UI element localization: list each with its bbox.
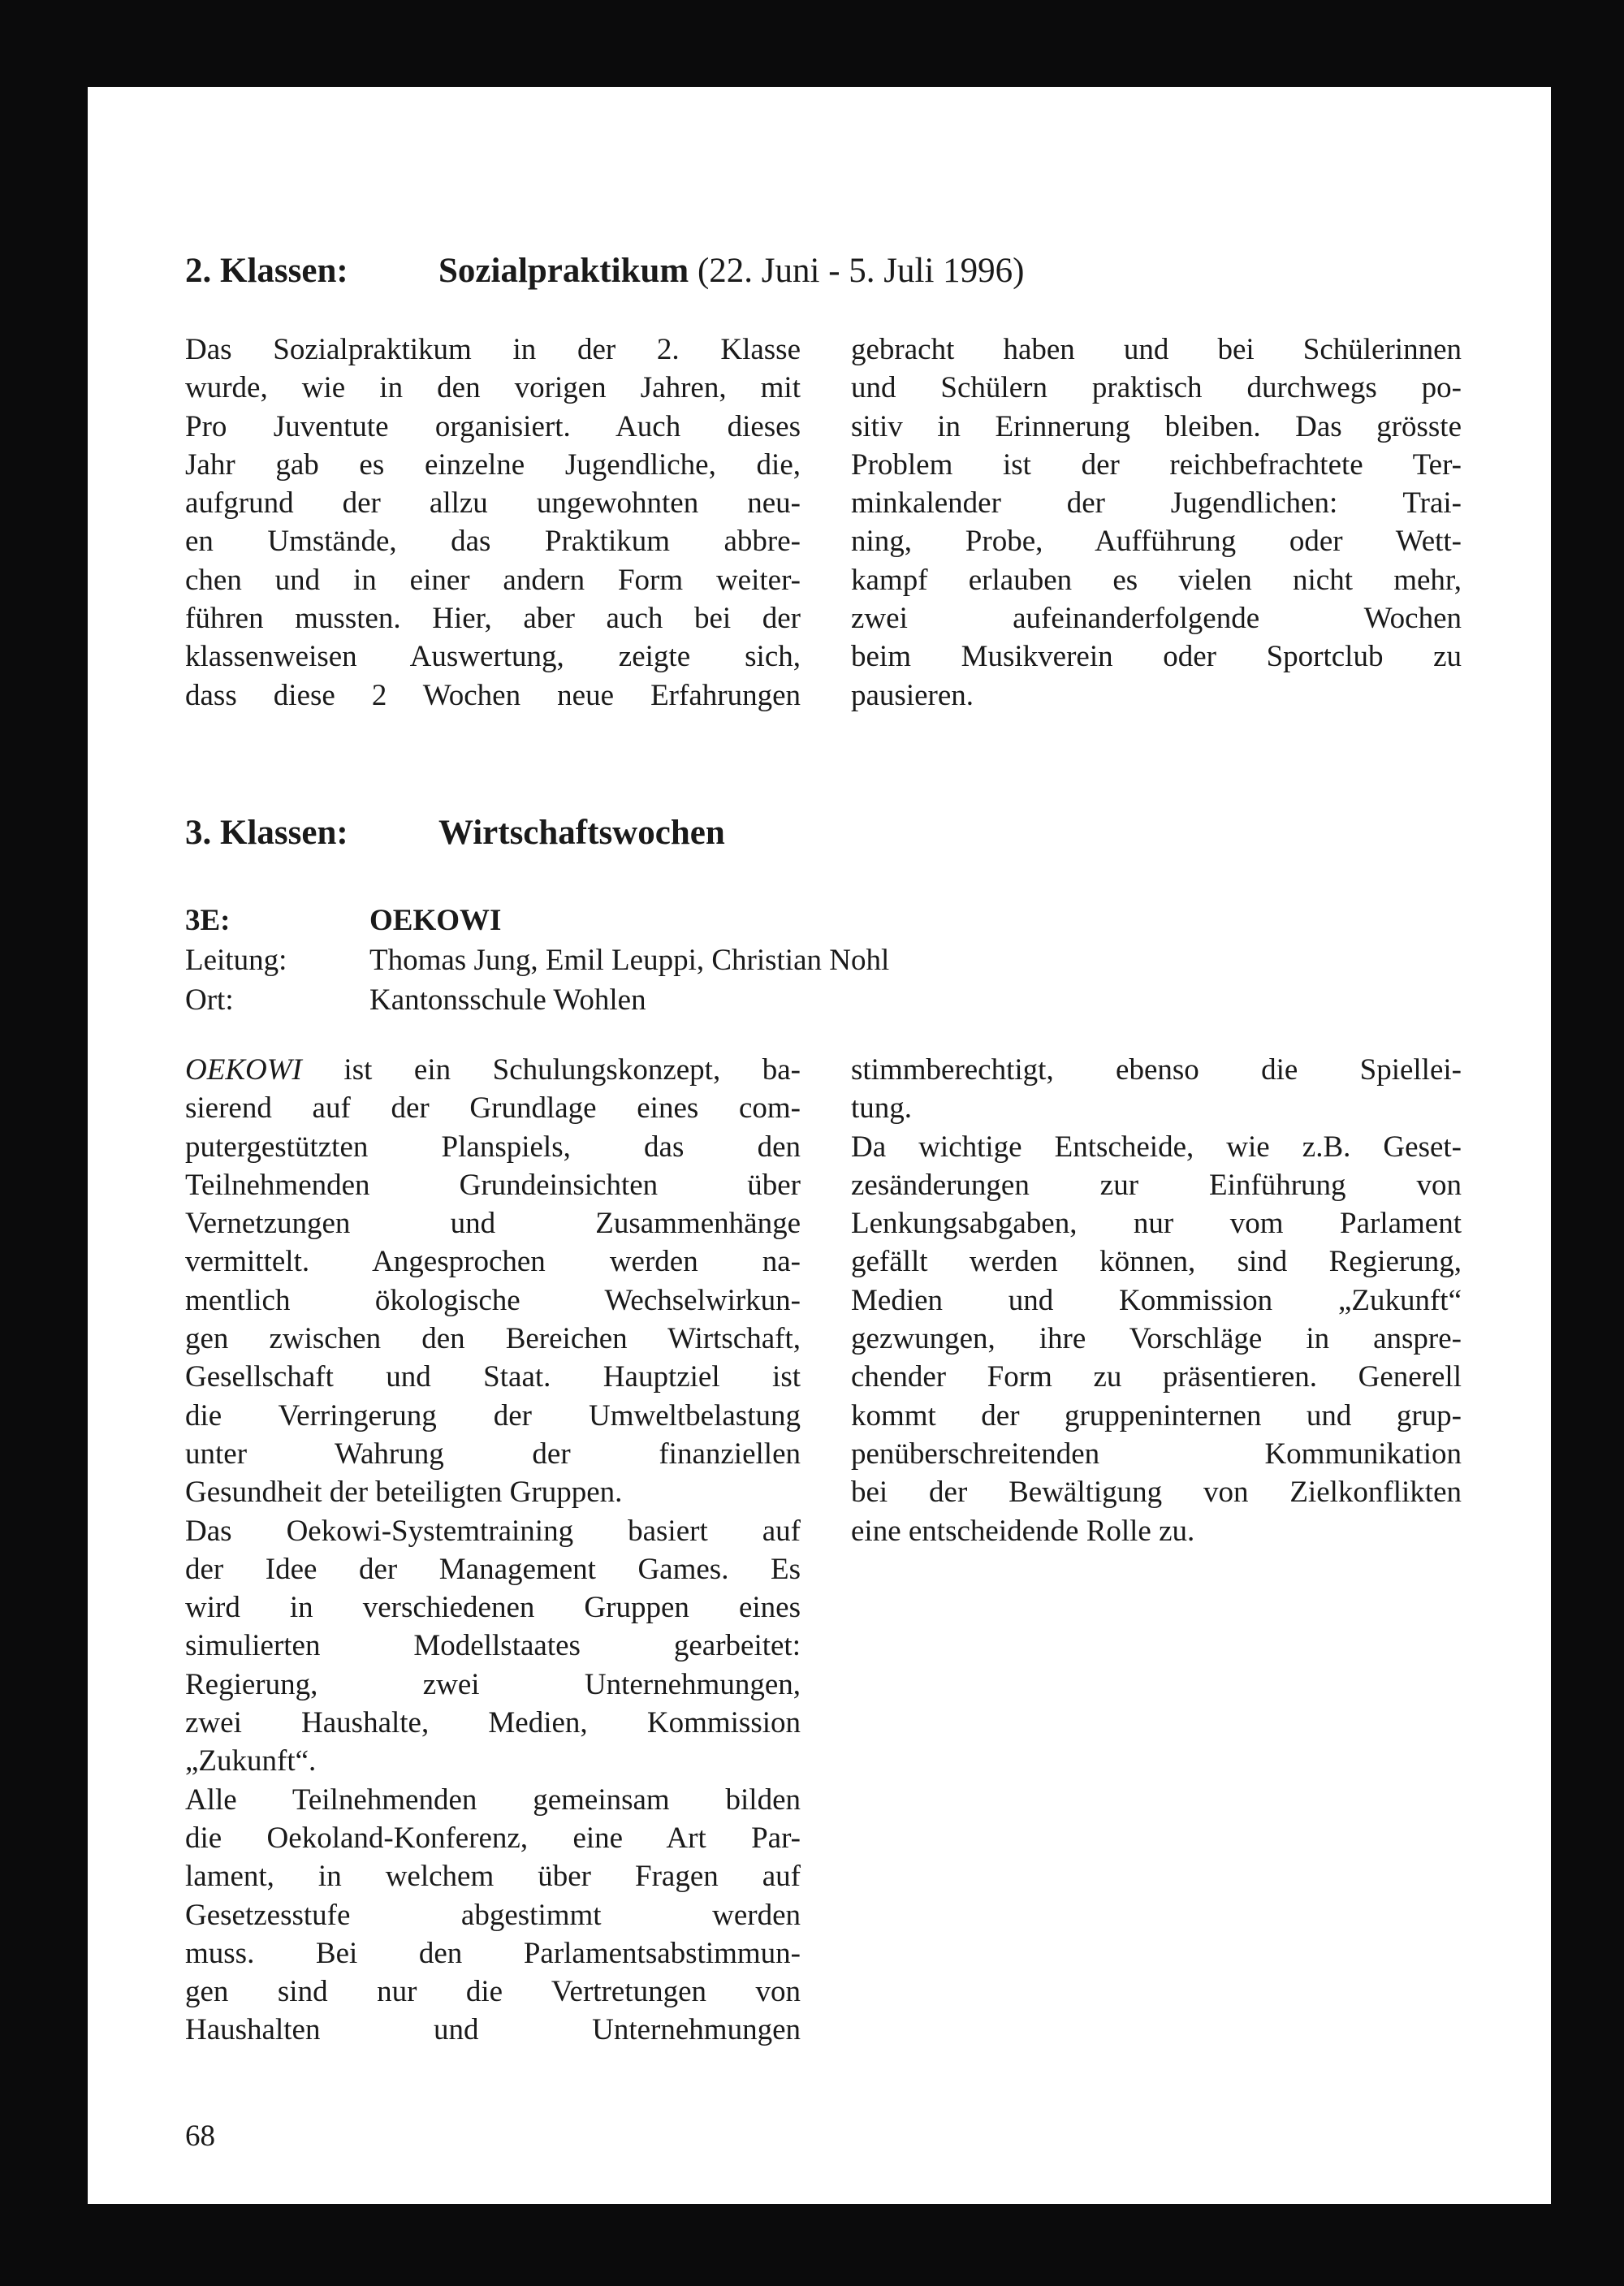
section-2-dates: (22. Juni - 5. Juli 1996) [697,252,1025,290]
section-3-heading [185,815,1484,852]
text-line: bei der Bewältigung von Zielkonflikten [851,1476,1462,1510]
class-value: OEKOWI [369,904,502,937]
text-line: stimmberechtigt, ebenso die Spiellei- [851,1053,1462,1087]
text-line: Jahr gab es einzelne Jugendliche, die, [185,447,801,482]
text-line: unter Wahrung der finanziellen [185,1437,801,1471]
lead-key: Leitung: [185,944,287,977]
text-line: simulierten Modellstaates gearbeitet: [185,1629,801,1663]
text-line: Das Sozialpraktikum in der 2. Klasse [185,333,801,366]
text-line: kommt der gruppeninternen und grup- [851,1398,1462,1433]
section-2-label: 2. Klassen: [185,252,348,290]
section-3-label: 3. Klassen: [185,814,348,852]
text-line: muss. Bei den Parlamentsabstimmun- [185,1936,801,1970]
class-key: 3E: [185,904,231,937]
text-line: zwei Haushalte, Medien, Kommission [185,1706,801,1740]
text-line: Lenkungsabgaben, nur vom Parlament [851,1207,1462,1241]
text-line: OEKOWI ist ein Schulungskonzept, ba- [185,1053,801,1087]
text-line: Medien und Kommission „Zukunft“ [851,1283,1462,1317]
section-3-right-column [851,1051,1462,1550]
page-number: 68 [185,2120,215,2153]
text-line: tung. [851,1091,913,1126]
text-line: gebracht haben und bei Schülerinnen [851,333,1462,366]
text-line: penüberschreitenden Kommunikation [851,1437,1462,1471]
section-2-heading [185,253,1484,290]
text-line: die Oekoland-Konferenz, eine Art Par- [185,1821,801,1855]
text-line: putergestützten Planspiels, das den [185,1130,801,1164]
text-line: Da wichtige Entscheide, wie z.B. Geset- [851,1130,1462,1164]
text-line: sitiv in Erinnerung bleiben. Das grösste [851,409,1462,443]
text-line: beim Musikverein oder Sportclub zu [851,640,1462,674]
text-line: „Zukunft“. [185,1744,317,1778]
text-line: minkalender der Jugendlichen: Trai- [851,486,1462,521]
text-line: aufgrund der allzu ungewohnten neu- [185,486,801,521]
section-2-left-column [185,331,801,715]
text-line: Gesundheit der beteiligten Gruppen. [185,1476,623,1510]
text-line: Haushalten und Unternehmungen [185,2013,801,2047]
text-line: Problem ist der reichbefrachtete Ter- [851,447,1462,482]
lead-value: Thomas Jung, Emil Leuppi, Christian Nohl [369,944,890,977]
text-line: Das Oekowi-Systemtraining basiert auf [185,1514,801,1548]
text-line: vermittelt. Angesprochen werden na- [185,1245,801,1279]
text-line: pausieren. [851,678,974,712]
text-line: chender Form zu präsentieren. Generell [851,1360,1462,1394]
text-line: Vernetzungen und Zusammenhänge [185,1207,801,1241]
text-line: zesänderungen zur Einführung von [851,1168,1462,1202]
text-line: sierend auf der Grundlage eines com- [185,1091,801,1126]
text-line: lament, in welchem über Fragen auf [185,1860,801,1894]
text-line: wurde, wie in den vorigen Jahren, mit [185,371,801,405]
text-line: mentlich ökologische Wechselwirkun- [185,1283,801,1317]
text-line: der Idee der Management Games. Es [185,1552,801,1586]
text-line: kampf erlauben es vielen nicht mehr, [851,563,1462,597]
text-line: klassenweisen Auswertung, zeigte sich, [185,640,801,674]
section-3-left-column [185,1051,801,2050]
text-line: gefällt werden können, sind Regierung, [851,1245,1462,1279]
text-line: ning, Probe, Aufführung oder Wett- [851,525,1462,559]
oekowi-italic: OEKOWI [185,1053,302,1087]
text-line: Gesellschaft und Staat. Hauptziel ist [185,1360,801,1394]
text-line: zwei aufeinanderfolgende Wochen [851,602,1462,636]
section-3-title: Wirtschaftswochen [438,814,725,852]
text-line: eine entscheidende Rolle zu. [851,1514,1195,1548]
text-line: wird in verschiedenen Gruppen eines [185,1591,801,1625]
text-line: gen zwischen den Bereichen Wirtschaft, [185,1322,801,1356]
text-line: gezwungen, ihre Vorschläge in anspre- [851,1322,1462,1356]
text-line: Gesetzesstufe abgestimmt werden [185,1898,801,1932]
text-line: Regierung, zwei Unternehmungen, [185,1667,801,1701]
text-line: Pro Juventute organisiert. Auch dieses [185,409,801,443]
text-line: en Umstände, das Praktikum abbre- [185,525,801,559]
text-line: gen sind nur die Vertretungen von [185,1975,801,2009]
place-value: Kantonsschule Wohlen [369,983,646,1017]
text-line: die Verringerung der Umweltbelastung [185,1398,801,1433]
text-line: und Schülern praktisch durchwegs po- [851,371,1462,405]
section-2-title-line [438,253,1025,288]
place-key: Ort: [185,983,234,1017]
section-2-title: Sozialpraktikum [438,252,689,290]
document-page [88,87,1551,2204]
section-2-right-column [851,331,1462,715]
text-line: dass diese 2 Wochen neue Erfahrungen [185,678,801,712]
text-line: Teilnehmenden Grundeinsichten über [185,1168,801,1202]
text-line: führen mussten. Hier, aber auch bei der [185,602,801,636]
text-line: Alle Teilnehmenden gemeinsam bilden [185,1783,801,1817]
text-line: chen und in einer andern Form weiter- [185,563,801,597]
